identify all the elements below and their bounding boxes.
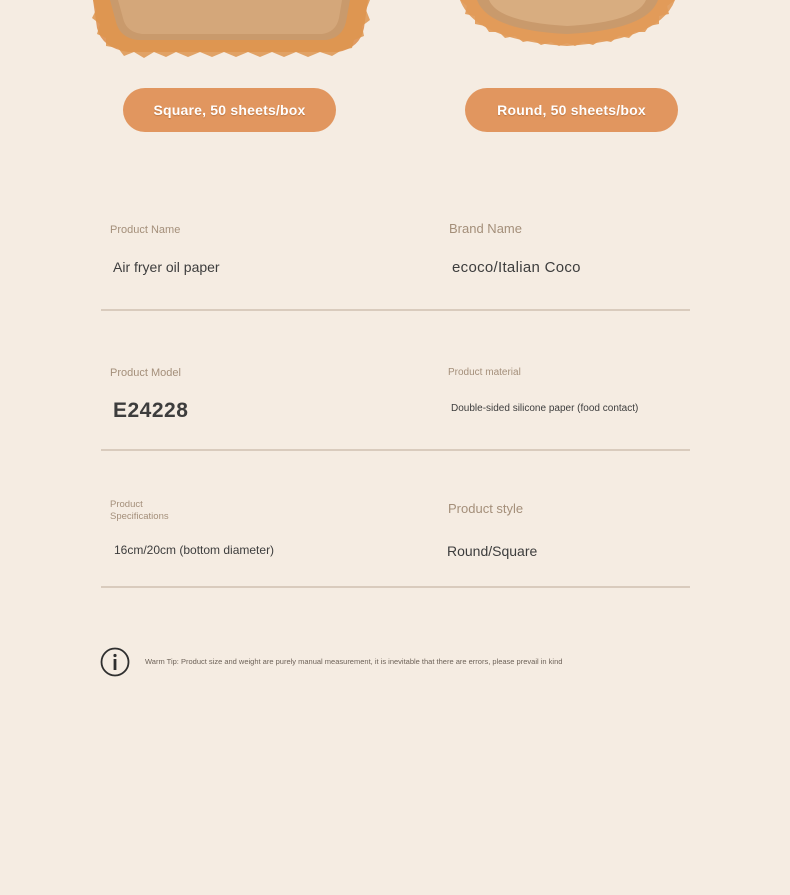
warm-tip-text: Warm Tip: Product size and weight are purely manual measurement, it is inevitable that there are errors, please prevail in kind xyxy=(145,657,563,666)
product-model-label: Product Model xyxy=(110,367,181,379)
round-option-pill[interactable]: Round, 50 sheets/box xyxy=(465,88,678,132)
product-specifications-value: 16cm/20cm (bottom diameter) xyxy=(114,543,275,557)
product-material-value: Double-sided silicone paper (food contact) xyxy=(451,403,639,414)
round-paper-liner-image xyxy=(455,0,680,50)
brand-name-label: Brand Name xyxy=(449,221,522,236)
product-specifications-label: Product Specifications xyxy=(110,499,169,522)
divider-row-2 xyxy=(101,449,690,451)
brand-name-value: ecoco/Italian Coco xyxy=(452,259,581,276)
product-style-label: Product style xyxy=(448,501,524,516)
square-option-pill[interactable]: Square, 50 sheets/box xyxy=(123,88,336,132)
divider-row-3 xyxy=(101,586,690,588)
product-name-label: Product Name xyxy=(110,224,181,236)
product-style-value: Round/Square xyxy=(447,543,538,559)
product-material-label: Product material xyxy=(448,367,521,378)
product-model-value: E24228 xyxy=(113,399,189,422)
divider-row-1 xyxy=(101,309,690,311)
info-icon xyxy=(100,647,130,677)
product-name-value: Air fryer oil paper xyxy=(113,259,220,275)
square-paper-liner-image xyxy=(88,0,373,60)
